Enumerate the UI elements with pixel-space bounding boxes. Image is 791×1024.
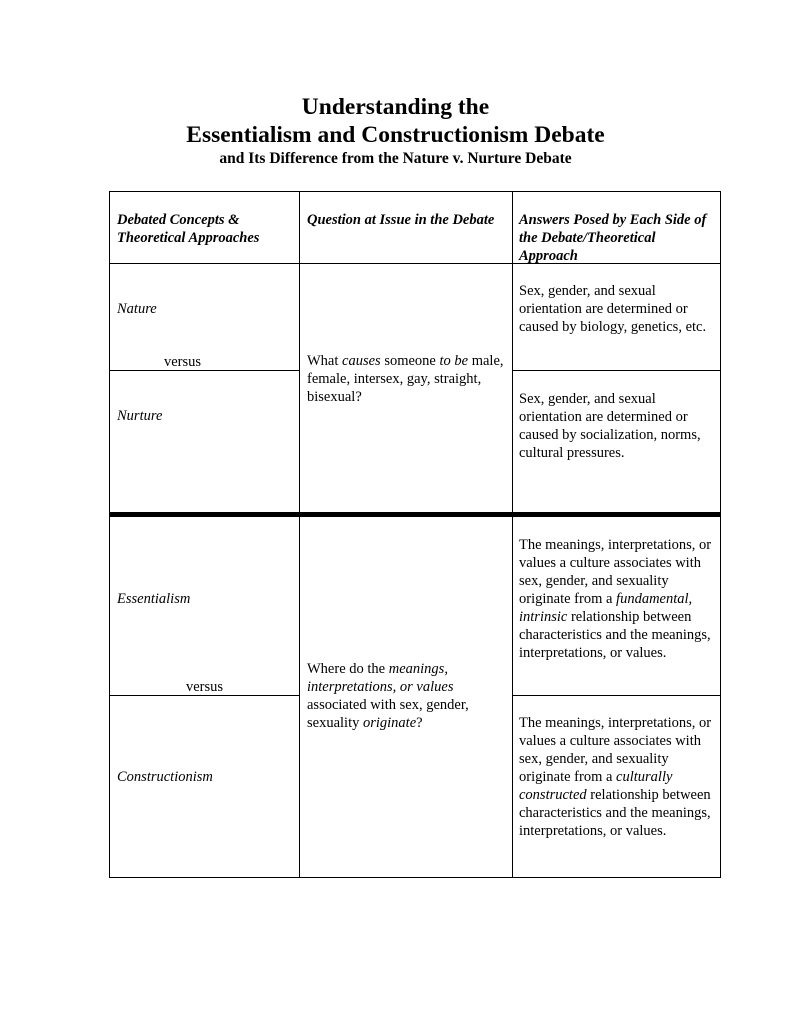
header-answers: Answers Posed by Each Side of the Debate/Theoretical Approach bbox=[519, 212, 707, 264]
subtitle: and Its Difference from the Nature v. Nurture Debate bbox=[219, 150, 572, 167]
concept-nurture: Nurture bbox=[117, 408, 163, 424]
column-divider-2 bbox=[512, 191, 513, 878]
question-nature-nurture: What causes someone to be male, female, intersex, gay, straight, bisexual? bbox=[307, 353, 504, 405]
column-divider-1 bbox=[299, 191, 300, 878]
versus-label-1: versus bbox=[164, 354, 202, 370]
row-divider-nature-nurture-col3 bbox=[512, 370, 721, 371]
answer-nurture: Sex, gender, and sexual orientation are determined or caused by socialization, norms, cultural pressures. bbox=[519, 391, 701, 461]
answer-nature: Sex, gender, and sexual orientation are determined or caused by biology, genetics, etc. bbox=[519, 283, 707, 335]
table-border-left bbox=[109, 191, 110, 878]
row-divider-nature-nurture-col1 bbox=[109, 370, 300, 371]
answer-constructionism: The meanings, interpretations, or values a culture associates with sex, gender, and sexuality originate from a culturally constructed relationship between characteristics and the meanings, interpretations, or values. bbox=[519, 715, 712, 839]
concept-constructionism: Constructionism bbox=[117, 769, 213, 785]
document-title bbox=[0, 93, 791, 169]
answer-essentialism: The meanings, interpretations, or values a culture associates with sex, gender, and sexuality originate from a fundamental, intrinsic relationship between characteristics and the meanings, interpretations, or values. bbox=[519, 537, 712, 661]
table-border-bottom bbox=[109, 877, 721, 878]
concept-nature: Nature bbox=[117, 301, 157, 317]
title-line-1: Understanding the bbox=[301, 94, 490, 120]
header-question: Question at Issue in the Debate bbox=[307, 212, 495, 228]
table-border-right bbox=[720, 191, 721, 878]
title-line-2: Essentialism and Constructionism Debate bbox=[186, 122, 605, 148]
concept-essentialism: Essentialism bbox=[117, 591, 191, 607]
row-divider-ess-con-col3 bbox=[512, 695, 721, 696]
question-essentialism-constructionism: Where do the meanings, interpretations, or values associated with sex, gender, sexuality originate? bbox=[307, 661, 469, 731]
table-border-top bbox=[109, 191, 721, 192]
versus-label-2: versus bbox=[186, 679, 224, 695]
section-divider-thick bbox=[109, 512, 721, 517]
header-concepts: Debated Concepts & Theoretical Approaches bbox=[117, 212, 260, 246]
